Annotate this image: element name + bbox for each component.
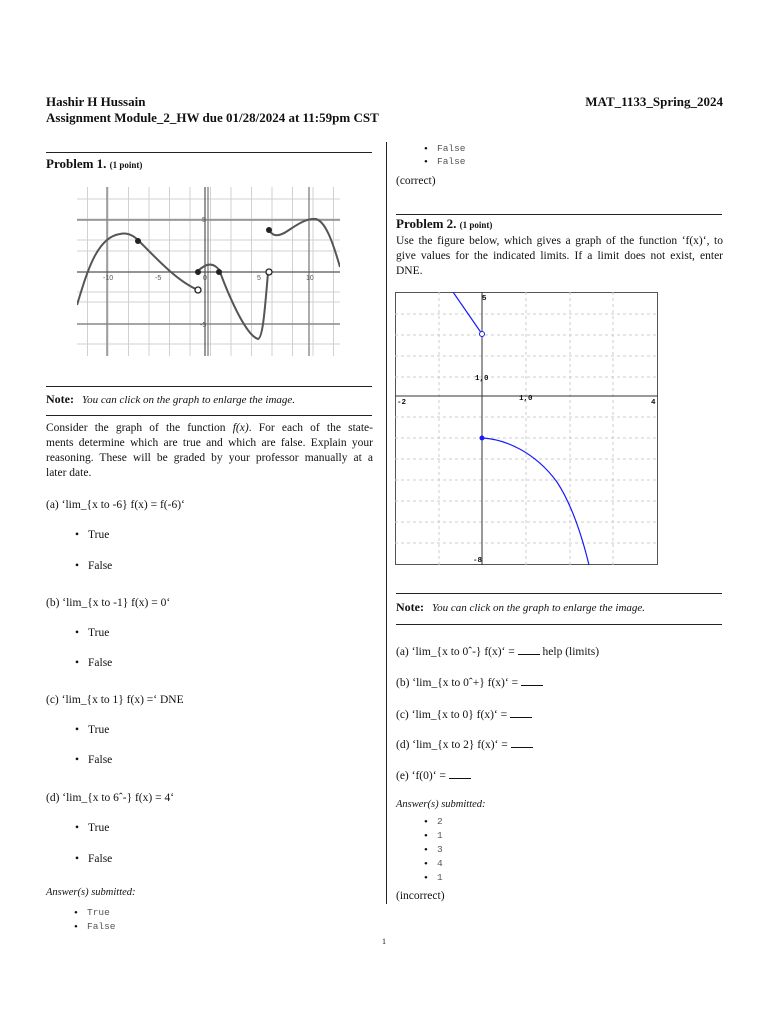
p2-open-point xyxy=(480,332,485,337)
p1-open-point-neg1 xyxy=(195,287,201,293)
p1-point-neg1 xyxy=(195,269,201,275)
p1-answers-label: Answer(s) submitted: xyxy=(46,887,136,898)
p1-status: (correct) xyxy=(396,175,436,187)
p2-x-label-right: 4 xyxy=(651,399,656,407)
p1-point-neg6 xyxy=(135,238,141,244)
problem2-top-rule xyxy=(396,214,722,215)
p2-x-label-mid: 1,0 xyxy=(519,395,533,403)
p1-answer-d: • False xyxy=(437,156,466,167)
problem2-note: Note: You can click on the graph to enlarge the image. xyxy=(396,600,646,614)
p1-part-d-option-false[interactable]: • False xyxy=(88,853,112,865)
student-name: Hashir H Hussain xyxy=(46,94,146,109)
p1-part-c-option-true[interactable]: • True xyxy=(88,724,109,736)
p2-part-a-input[interactable] xyxy=(518,644,540,655)
p2-part-e-input[interactable] xyxy=(449,768,471,779)
assignment-title: Assignment Module_2_HW due 01/28/2024 at 11:59pm CST xyxy=(46,110,379,125)
p2-status: (incorrect) xyxy=(396,890,445,902)
p2-part-e: (e) ‘f(0)‘ = xyxy=(396,768,471,782)
p2-part-c: (c) ‘lim_{x to 0} f(x)‘ = xyxy=(396,707,532,721)
p1-x-tick-5: 5 xyxy=(257,275,261,282)
problem2-graph[interactable] xyxy=(395,292,658,565)
p1-part-c-option-false[interactable]: • False xyxy=(88,754,112,766)
problem1-top-rule xyxy=(46,152,372,153)
problem2-note-top-rule xyxy=(396,593,722,594)
problem2-intro: Use the figure below, which gives a graph of the function ‘f(x)‘, to give values for the indicated limits. If a limit does not exist, enter DNE. xyxy=(396,235,723,277)
p2-part-b-input[interactable] xyxy=(521,675,543,686)
p1-part-a-option-false[interactable]: • False xyxy=(88,560,112,572)
p2-answer-b: • 1 xyxy=(437,830,443,841)
p2-answer-c: • 3 xyxy=(437,844,443,855)
problem1-graph[interactable] xyxy=(77,187,340,356)
p1-x-tick-neg10: -10 xyxy=(103,275,114,282)
course-name: MAT_1133_Spring_2024 xyxy=(585,94,723,109)
p1-open-point-6 xyxy=(266,269,272,275)
p1-x-tick-10: 10 xyxy=(306,275,314,282)
p1-point-1 xyxy=(216,269,222,275)
p1-part-c-label: (c) ‘lim_{x to 1} f(x) =‘ DNE xyxy=(46,694,184,706)
p1-answer-c: • False xyxy=(437,143,466,154)
problem1-note: Note: You can click on the graph to enlarge the image. xyxy=(46,392,296,406)
p1-part-d-label: (d) ‘lim_{x to 6ˆ-} f(x) = 4‘ xyxy=(46,792,175,804)
p2-answers-label: Answer(s) submitted: xyxy=(396,799,486,810)
p1-point-6 xyxy=(266,227,272,233)
problem1-title: Problem 1. (1 point) xyxy=(46,156,143,171)
problem1-note-top-rule xyxy=(46,386,372,387)
help-limits-link[interactable]: help (limits) xyxy=(542,646,600,658)
problem1-note-bottom-rule xyxy=(46,415,372,416)
problem2-note-bottom-rule xyxy=(396,624,722,625)
p1-x-tick-neg5: -5 xyxy=(155,275,162,282)
p1-answer-b: • False xyxy=(87,921,116,932)
p2-x-label-left: -2 xyxy=(397,399,407,407)
p1-part-a-option-true[interactable]: • True xyxy=(88,529,109,541)
p1-x-tick-0: 0 xyxy=(203,275,207,282)
p2-answer-a: • 2 xyxy=(437,816,443,827)
p1-part-a-label: (a) ‘lim_{x to -6} f(x) = f(-6)‘ xyxy=(46,499,185,511)
p2-closed-point xyxy=(480,436,485,441)
p2-part-b: (b) ‘lim_{x to 0ˆ+} f(x)‘ = xyxy=(396,675,543,689)
column-divider xyxy=(386,142,387,904)
p1-part-b-option-true[interactable]: • True xyxy=(88,627,109,639)
p1-part-d-option-true[interactable]: • True xyxy=(88,822,109,834)
p2-part-c-input[interactable] xyxy=(510,707,532,718)
p1-part-b-label: (b) ‘lim_{x to -1} f(x) = 0‘ xyxy=(46,597,171,609)
problem2-title: Problem 2. (1 point) xyxy=(396,216,493,231)
p2-part-a: (a) ‘lim_{x to 0ˆ-} f(x)‘ = help (limits) xyxy=(396,646,600,658)
p1-answer-a: • True xyxy=(87,907,110,918)
p1-part-b-option-false[interactable]: • False xyxy=(88,657,112,669)
p2-y-label-bottom: -8 xyxy=(473,557,483,565)
page-number: 1 xyxy=(382,937,386,946)
p2-part-d: (d) ‘lim_{x to 2} f(x)‘ = xyxy=(396,737,533,751)
problem1-intro: Consider the graph of the function f(x). For each of the state- ments determine which are true and which are false. Explain your reasoning. These will be graded by your professor manually at a later date. xyxy=(46,422,373,479)
p2-answer-e: • 1 xyxy=(437,872,443,883)
p2-part-d-input[interactable] xyxy=(511,737,533,748)
p1-y-tick-neg5: -5 xyxy=(200,322,207,329)
p1-y-tick-5: 5 xyxy=(202,217,206,224)
p2-answer-d: • 4 xyxy=(437,858,443,869)
p2-y-label-top: 5 xyxy=(482,295,487,303)
p2-y-label-mid: 1,0 xyxy=(475,375,489,383)
